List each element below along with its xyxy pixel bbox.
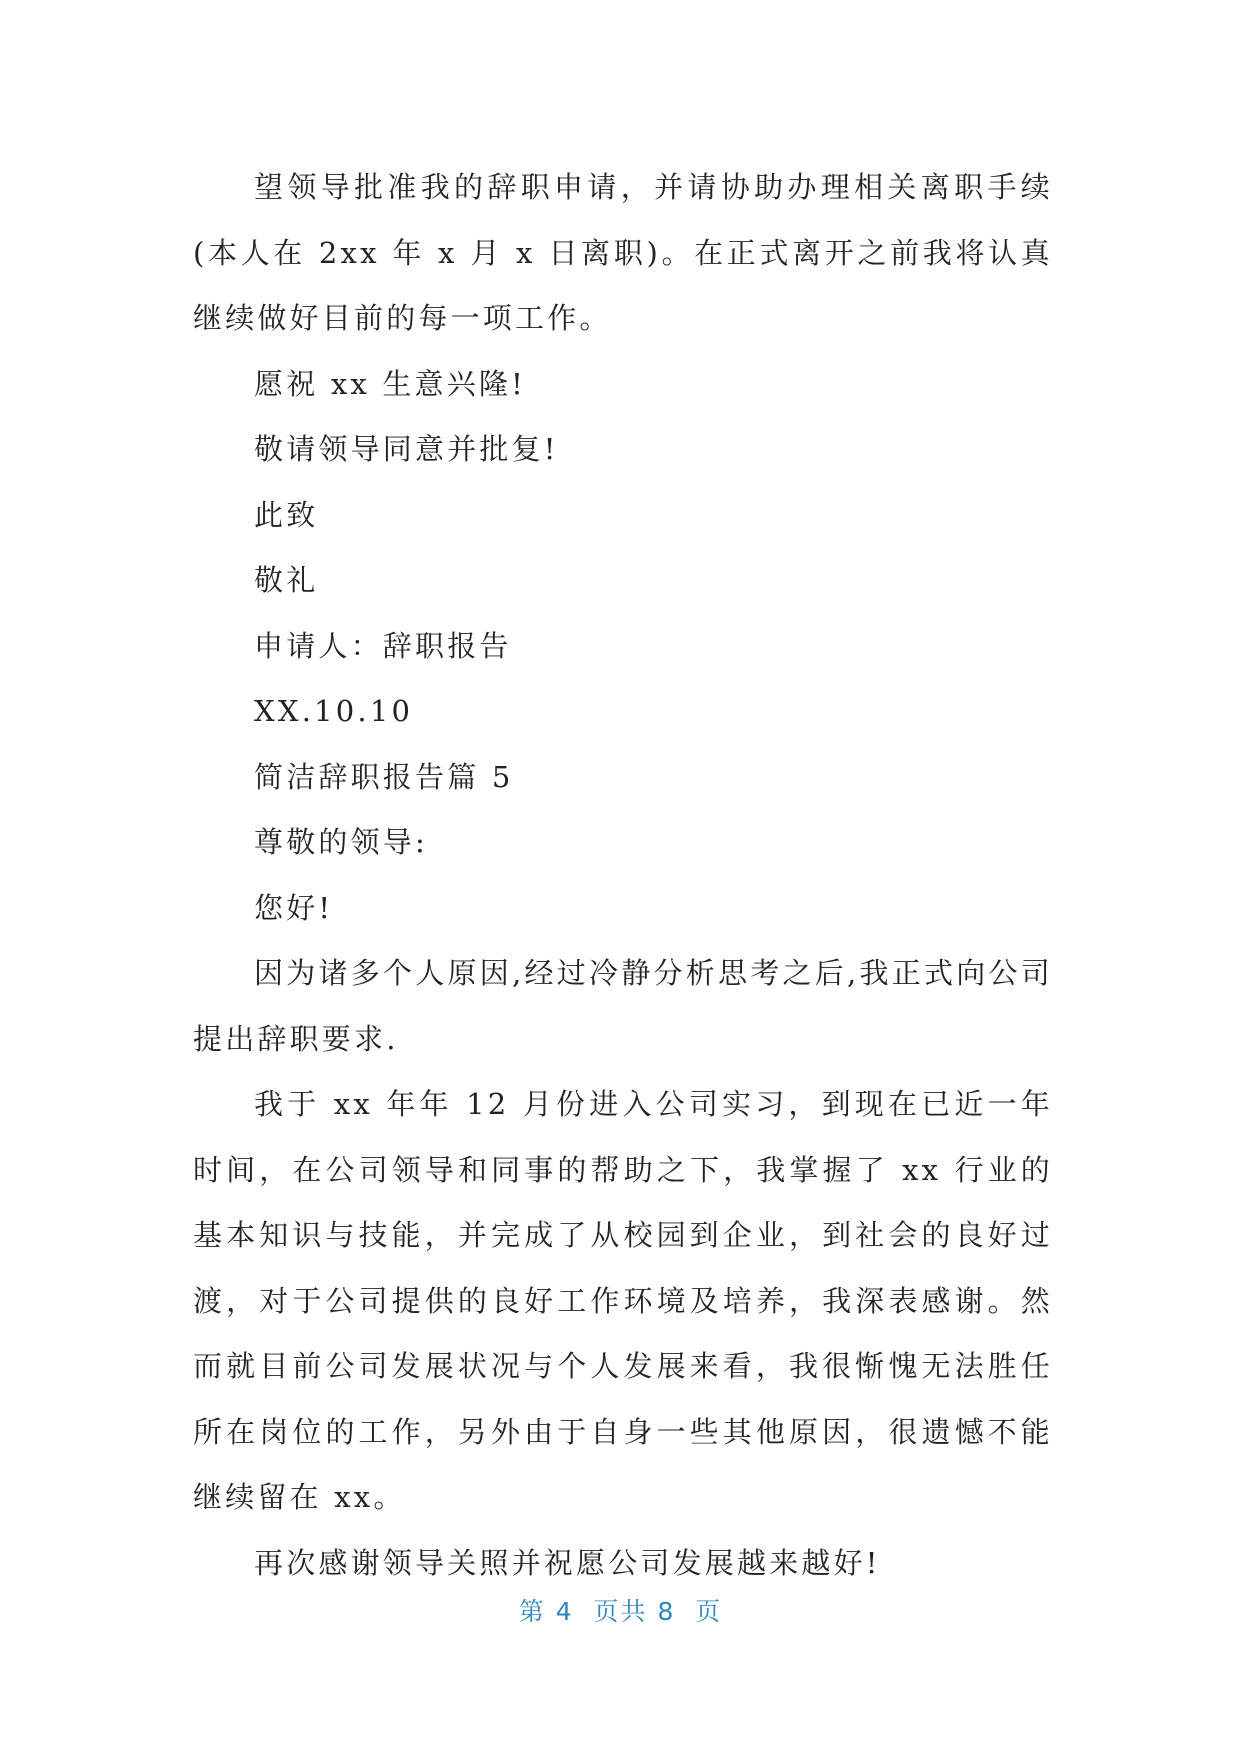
paragraph-reason: 因为诸多个人原因,经过冷静分析思考之后,我正式向公司提出辞职要求. <box>193 956 1053 1056</box>
paragraph-applicant: 申请人：辞职报告 <box>254 628 512 663</box>
paragraph-closing-1: 此致 <box>254 497 319 532</box>
section-heading: 简洁辞职报告篇 5 <box>254 759 514 794</box>
paragraph-salutation: 尊敬的领导: <box>254 825 428 859</box>
paragraph-thanks: 再次感谢领导关照并祝愿公司发展越来越好! <box>254 1545 881 1580</box>
paragraph-wish: 愿祝 xx 生意兴隆! <box>254 366 527 401</box>
paragraph-greeting: 您好! <box>254 890 334 925</box>
document-body <box>193 155 1053 1596</box>
paragraph-request-reply: 敬请领导同意并批复! <box>254 432 559 466</box>
paragraph-date: XX.10.10 <box>254 694 414 728</box>
paragraph-approval-request: 望领导批准我的辞职申请，并请协助办理相关离职手续(本人在 2xx 年 x 月 x 日离职)。在正式离开之前我将认真继续做好目前的每一项工作。 <box>193 170 1053 335</box>
paragraph-background: 我于 xx 年年 12 月份进入公司实习，到现在已近一年时间，在公司领导和同事的帮助之下，我掌握了 xx 行业的基本知识与技能，并完成了从校园到企业，到社会的良好过渡，对于公司提供的良好工作环境及培养，我深表感谢。然而就目前公司发展状况与个人发展来看，我很惭愧无法胜任所在岗位的工作，另外由于自身一些其他原因，很遗憾不能继续留在 xx。 <box>193 1087 1053 1514</box>
page-number-footer: 第 4 页共 8 页 <box>518 1597 723 1626</box>
paragraph-closing-2: 敬礼 <box>254 563 319 597</box>
